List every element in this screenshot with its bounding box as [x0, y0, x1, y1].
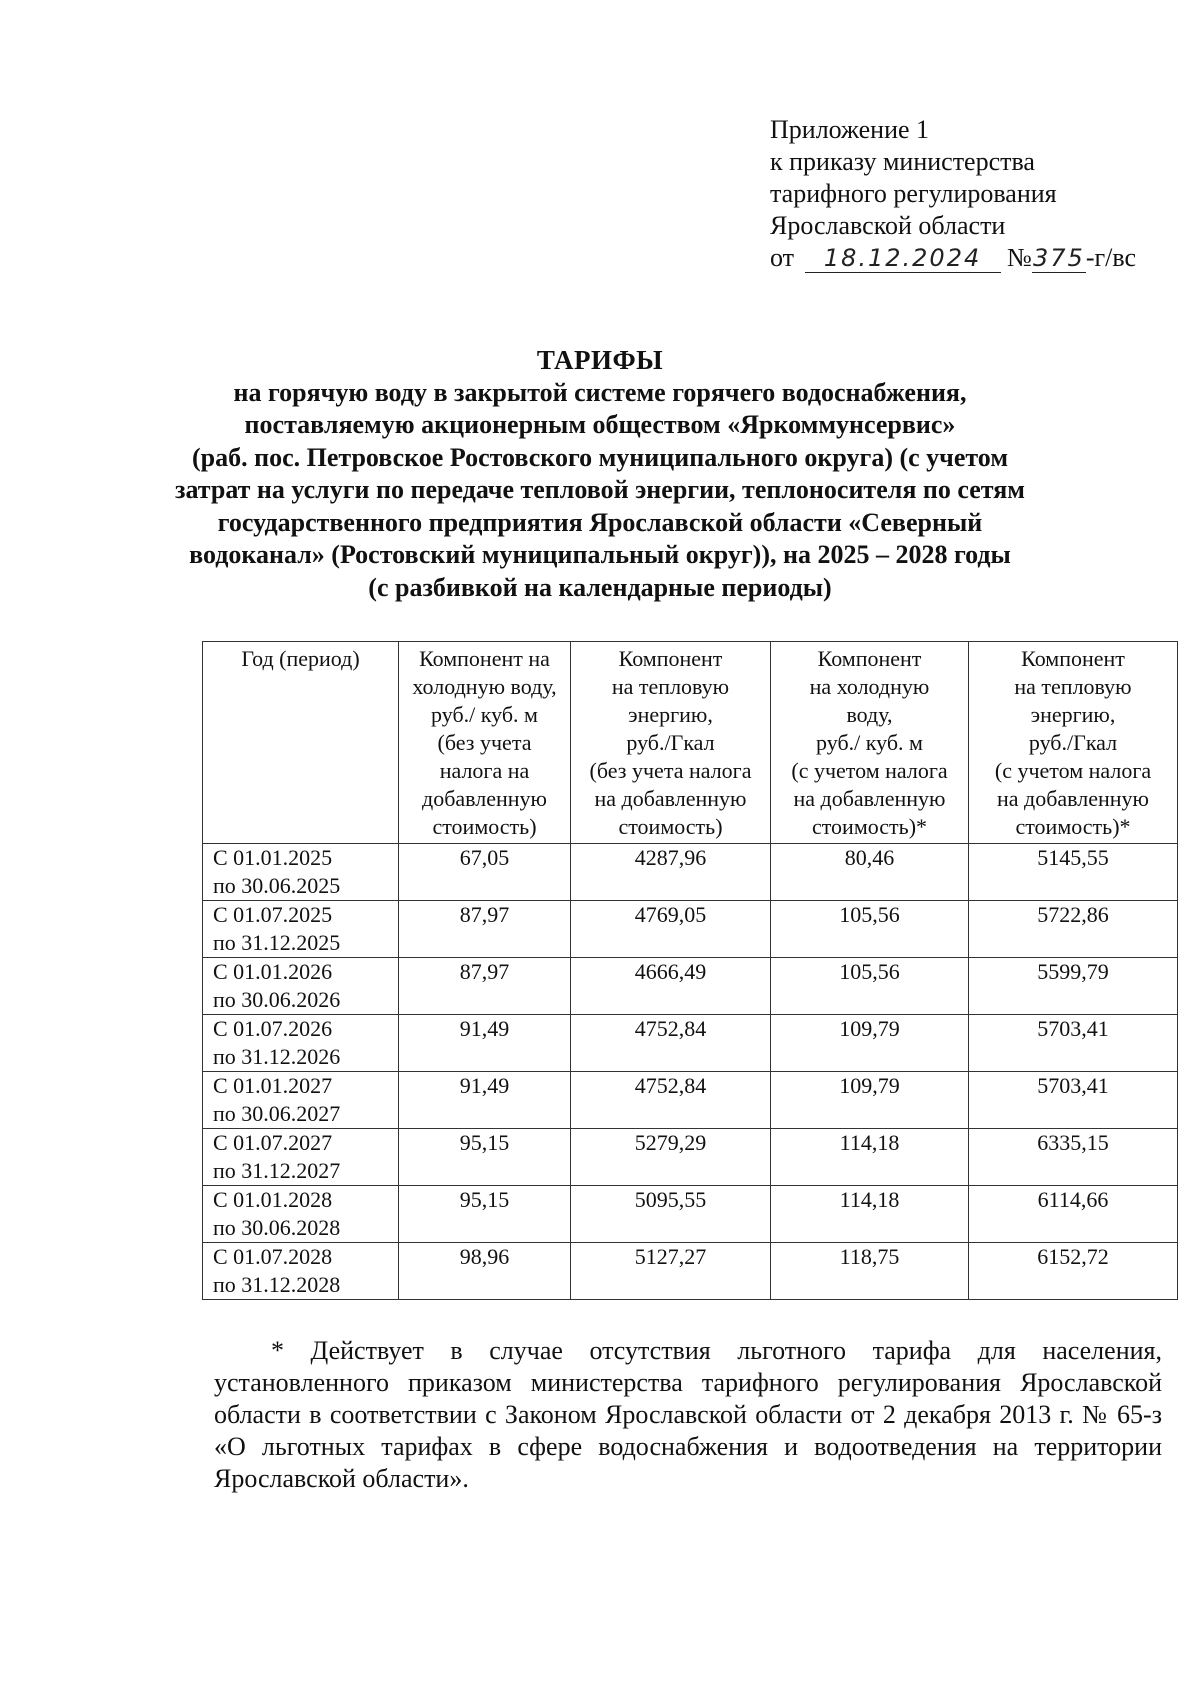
period-cell	[203, 958, 399, 1015]
header-heat-energy-no-vat	[571, 642, 771, 844]
title-line: (раб. пос. Петровское Ростовского муниципального округа) (с учетом	[191, 442, 1009, 472]
header-line: Компонент на	[419, 646, 550, 671]
appendix-line-region: Ярославской области	[770, 211, 1006, 240]
period-cell	[203, 1129, 399, 1186]
value-cell-heat-vat: 6114,66	[969, 1186, 1178, 1243]
value-cell-cold-no-vat: 95,15	[399, 1186, 571, 1243]
period-from: С 01.01.2028	[213, 1187, 333, 1212]
header-line: на тепловую	[611, 674, 730, 699]
tariff-table	[202, 641, 1178, 1300]
period-to: по 30.06.2027	[213, 1101, 341, 1126]
appendix-line-ministry: тарифного регулирования	[770, 179, 1057, 208]
value-cell-cold-no-vat: 98,96	[399, 1243, 571, 1300]
header-line: налога на	[439, 758, 530, 783]
handwritten-order-number: 375	[1032, 244, 1085, 272]
period-to: по 31.12.2025	[213, 930, 341, 955]
document-title	[150, 344, 1050, 604]
value-cell-heat-no-vat: 4666,49	[571, 958, 771, 1015]
header-line: (с учетом налога	[791, 758, 948, 783]
header-line: (без учета	[437, 730, 532, 755]
order-date-line	[770, 242, 1170, 274]
value-cell-heat-vat: 6152,72	[969, 1243, 1178, 1300]
header-line: энергию,	[1030, 702, 1116, 727]
header-line: стоимость)*	[811, 814, 928, 839]
date-prefix: от	[770, 243, 795, 272]
period-from: С 01.07.2027	[213, 1130, 333, 1155]
header-line: руб./Гкал	[626, 730, 715, 755]
order-number-suffix: -г/вс	[1085, 243, 1137, 272]
number-sign: №	[1007, 243, 1032, 272]
period-from: С 01.07.2025	[213, 902, 333, 927]
value-cell-cold-no-vat: 91,49	[399, 1072, 571, 1129]
value-cell-heat-no-vat: 4769,05	[571, 901, 771, 958]
header-line: холодную воду,	[412, 674, 557, 699]
period-cell	[203, 1186, 399, 1243]
footnote-text: * Действует в случае отсутствия льготного тарифа для населения, установленного приказом министерства тарифного регулирования Ярославской области в соответствии с Законом Ярославской области от 2 декабря 2013 г. № 65-з «О льготных тарифах в сфере водоснабжения и водоотведения на территории Ярославской области».	[214, 1336, 1162, 1493]
period-from: С 01.01.2025	[213, 845, 333, 870]
table-row	[203, 958, 1178, 1015]
header-cold-water-with-vat	[771, 642, 969, 844]
table-row	[203, 1072, 1178, 1129]
value-cell-heat-vat: 5703,41	[969, 1015, 1178, 1072]
header-line: руб./Гкал	[1028, 730, 1118, 755]
table-row	[203, 1015, 1178, 1072]
table-header-row	[203, 642, 1178, 844]
value-cell-heat-vat: 5145,55	[969, 844, 1178, 901]
value-cell-cold-no-vat: 67,05	[399, 844, 571, 901]
tariff-table-body	[203, 844, 1178, 1300]
header-line: на добавленную	[793, 786, 946, 811]
value-cell-heat-no-vat: 5279,29	[571, 1129, 771, 1186]
value-cell-heat-vat: 5703,41	[969, 1072, 1178, 1129]
header-line: стоимость)	[432, 814, 537, 839]
header-line: на добавленную	[996, 786, 1149, 811]
appendix-line-order: к приказу министерства	[770, 147, 1035, 176]
title-line: (с разбивкой на календарные периоды)	[368, 572, 832, 602]
period-cell	[203, 901, 399, 958]
period-to: по 30.06.2025	[213, 873, 341, 898]
value-cell-heat-no-vat: 5127,27	[571, 1243, 771, 1300]
period-from: С 01.07.2026	[213, 1016, 333, 1041]
main-title: ТАРИФЫ	[536, 345, 664, 375]
value-cell-cold-no-vat: 87,97	[399, 958, 571, 1015]
value-cell-cold-no-vat: 91,49	[399, 1015, 571, 1072]
value-cell-heat-no-vat: 4752,84	[571, 1015, 771, 1072]
header-line: руб./ куб. м	[431, 702, 538, 727]
header-line: добавленную	[422, 786, 547, 811]
period-cell	[203, 1243, 399, 1300]
header-line: руб./ куб. м	[816, 730, 923, 755]
value-cell-heat-no-vat: 4287,96	[571, 844, 771, 901]
period-to: по 30.06.2026	[213, 987, 341, 1012]
value-cell-cold-vat: 114,18	[771, 1129, 969, 1186]
value-cell-heat-vat: 5722,86	[969, 901, 1178, 958]
title-line: на горячую воду в закрытой системе горячего водоснабжения,	[233, 377, 967, 407]
value-cell-cold-vat: 118,75	[771, 1243, 969, 1300]
table-row	[203, 844, 1178, 901]
value-cell-heat-no-vat: 4752,84	[571, 1072, 771, 1129]
title-line: государственного предприятия Ярославской области «Северный	[217, 507, 983, 537]
value-cell-cold-vat: 109,79	[771, 1072, 969, 1129]
appendix-header	[770, 114, 1170, 274]
header-line: Год (период)	[241, 646, 360, 671]
period-cell	[203, 1015, 399, 1072]
table-row	[203, 1243, 1178, 1300]
period-from: С 01.01.2026	[213, 959, 333, 984]
header-line: Компонент	[618, 646, 723, 671]
header-cold-water-no-vat	[399, 642, 571, 844]
period-from: С 01.07.2028	[213, 1244, 333, 1269]
value-cell-heat-vat: 6335,15	[969, 1129, 1178, 1186]
period-from: С 01.01.2027	[213, 1073, 333, 1098]
header-line: на тепловую	[1014, 674, 1132, 699]
header-line: (с учетом налога	[994, 758, 1152, 783]
handwritten-date: 18.12.2024	[805, 244, 1001, 273]
period-cell	[203, 1072, 399, 1129]
value-cell-cold-vat: 105,56	[771, 958, 969, 1015]
header-line: Компонент	[1021, 646, 1125, 671]
title-line: затрат на услуги по передаче тепловой энергии, теплоносителя по сетям	[175, 475, 1025, 504]
period-to: по 31.12.2028	[213, 1272, 341, 1297]
table-row	[203, 901, 1178, 958]
header-line: энергию,	[628, 702, 713, 727]
header-line: (без учета налога	[589, 758, 752, 783]
period-to: по 31.12.2026	[213, 1044, 341, 1069]
table-row	[203, 1129, 1178, 1186]
period-to: по 31.12.2027	[213, 1158, 341, 1183]
value-cell-cold-no-vat: 95,15	[399, 1129, 571, 1186]
footnote	[214, 1335, 1162, 1495]
period-cell	[203, 844, 399, 901]
title-line: водоканал» (Ростовский муниципальный округ)), на 2025 – 2028 годы	[189, 540, 1011, 569]
header-line: стоимость)*	[1015, 814, 1131, 839]
header-line: воду,	[846, 702, 893, 727]
appendix-title: Приложение 1	[770, 115, 930, 144]
value-cell-heat-vat: 5599,79	[969, 958, 1178, 1015]
header-period	[203, 642, 399, 844]
period-to: по 30.06.2028	[213, 1215, 341, 1240]
value-cell-cold-no-vat: 87,97	[399, 901, 571, 958]
header-line: на добавленную	[594, 786, 747, 811]
title-line: поставляемую акционерным обществом «Яркоммунсервис»	[244, 410, 956, 439]
value-cell-cold-vat: 80,46	[771, 844, 969, 901]
value-cell-cold-vat: 114,18	[771, 1186, 969, 1243]
header-line: на холодную	[809, 674, 930, 699]
header-line: стоимость)	[618, 814, 723, 839]
header-line: Компонент	[817, 646, 922, 671]
value-cell-cold-vat: 109,79	[771, 1015, 969, 1072]
value-cell-cold-vat: 105,56	[771, 901, 969, 958]
table-row	[203, 1186, 1178, 1243]
value-cell-heat-no-vat: 5095,55	[571, 1186, 771, 1243]
header-heat-energy-with-vat	[969, 642, 1178, 844]
